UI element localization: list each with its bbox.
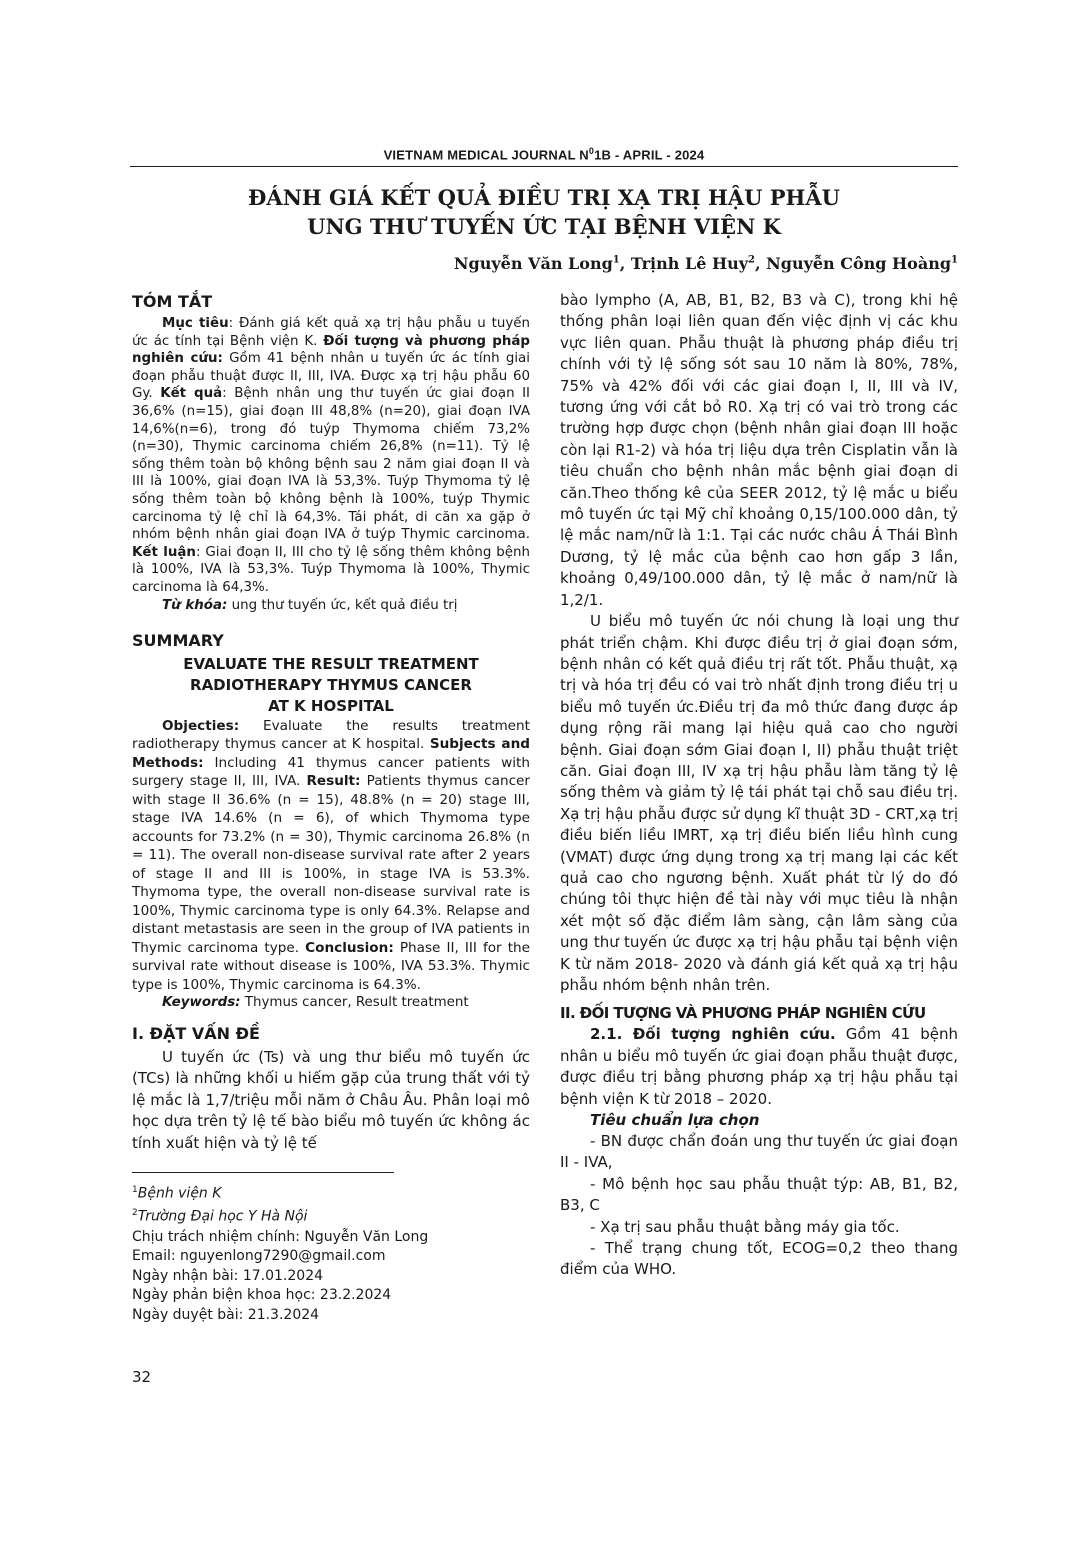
section1-paragraph-1: U tuyến ức (Ts) và ung thư biểu mô tuyến ức (TCs) là những khối u hiếm gặp của trung thất với tỷ lệ mắc là 1,7/triệu mỗi năm ở Châu Âu. Phân loại mô học dựa trên tỷ lệ tế bào biểu mô tuyến ức không ác tính xuất hiện và tỷ lệ tế [132, 1048, 530, 1152]
keywords-text: Thymus cancer, Result treatment [240, 995, 469, 1010]
journal-name-post: 1B - APRIL - 2024 [594, 147, 705, 163]
footnote-responsible: Chịu trách nhiệm chính: Nguyễn Văn Long [132, 1228, 429, 1245]
section1-paragraph-2: U biểu mô tuyến ức nói chung là loại ung thư phát triển chậm. Khi được điều trị ở giai đoạn sớm, bệnh nhân có kết quả điều trị rất tốt. Phẫu thuật, xạ trị và hóa trị đều có vai trò nhất định trong điều trị u biểu mô tuyến ức.Điều trị đa mô thức đang được áp dụng rộng rãi mang lại hiệu quả cao cho người bệnh. Giai đoạn sớm Giai đoạn I, II) phẫu thuật triệt căn. Giai đoạn III, IV xạ trị hậu phẫu làm tăng tỷ lệ sống thêm và giảm tỷ lệ tái phát tại chỗ sau điều trị. Xạ trị hậu phẫu được sử dụng kĩ thuật 3D - CRT,xạ trị điều biến liều IMRT, xạ trị điều biến liều hình cung (VMAT) được ứng dụng trong xạ trị mang lại các kết quả cao cho ngương bệnh. Xuất phát từ lý do đó chúng tôi thực hiện đề tài này với mục tiêu là nhận xét một số đặc điểm lâm sàng, cận lâm sàng của ung thư tuyến ức được xạ trị hậu phẫu tại bệnh viện K từ năm 2018- 2020 và đánh giá kết quả xạ trị hậu phẫu nhóm bệnh nhân trên. [560, 612, 959, 994]
author-2: Trịnh Lê Huy [630, 254, 749, 273]
keywords-label: Keywords: [162, 995, 241, 1010]
ketluan-text: : Giai đoạn II, III cho tỷ lệ sống thêm không bệnh là 100%, IVA là 53,3%. Tuýp Thymoma là 100%, Thymic carcinoma là 64,3%. [132, 544, 530, 595]
conclusion-text: Phase II, III for the survival rate without disease is 100%, IVA 53.3%. Thymic type is 100%, Thymic carcinoma is 64.3%. [132, 939, 530, 993]
summary-title-line-1: EVALUATE THE RESULT TREATMENT [183, 654, 479, 673]
section2-sub-label: 2.1. Đối tượng nghiên cứu. [590, 1025, 836, 1044]
footnote-email: Email: nguyenlong7290@gmail.com [132, 1248, 386, 1265]
section1-paragraph-1-continued: bào lympho (A, AB, B1, B2, B3 và C), trong khi hệ thống phân loại liên quan đến việc định vị các khu vực liên quan. Phẫu thuật là phương pháp điều trị chính với tỷ lệ sống sót sau 10 năm là 80%, 78%, 75% và 42% đối với các giai đoạn I, II, III và IV, tương ứng với cắt bỏ R0. Xạ trị có vai trò trong các trường hợp được chọn (bệnh nhân giai đoạn III hoặc còn lại R1-2) và hóa trị liệu dựa trên Cisplatin vẫn là tiêu chuẩn cho bệnh nhân mắc bệnh giai đoạn di căn.Theo thống kê của SEER 2012, tỷ lệ mắc u biểu mô tuyến ức tại Mỹ chỉ khoảng 0,15/100.000 dân, tỷ lệ mắc nam/nữ là 1:1. Tại các nước châu Á Thái Bình Dương, tỷ lệ mắc của bệnh cao hơn gấp 3 lần, khoảng 0,49/100.000 dân, tỷ lệ mắc ở nam/nữ là 1,2/1. [560, 291, 958, 609]
criteria-item-2: - Mô bệnh học sau phẫu thuật týp: AB, B1, B2, B3, C [560, 1174, 958, 1215]
section2-heading: II. ĐỐI TƯỢNG VÀ PHƯƠNG PHÁP NGHIÊN CỨU [560, 1004, 926, 1023]
article-title [130, 183, 958, 241]
summary-title-line-2: RADIOTHERAPY THYMUS CANCER [190, 675, 472, 694]
footnote-reviewed: Ngày phản biện khoa học: 23.2.2024 [132, 1287, 392, 1304]
title-line-2: UNG THƯ TUYẾN ỨC TẠI BỆNH VIỆN K [307, 214, 781, 239]
tomtat-heading: TÓM TẮT [132, 292, 213, 311]
journal-name-pre: VIETNAM MEDICAL JOURNAL N [383, 147, 589, 163]
title-line-1: ĐÁNH GIÁ KẾT QUẢ ĐIỀU TRỊ XẠ TRỊ HẬU PHẪU [248, 185, 840, 210]
criteria-item-3: - Xạ trị sau phẫu thuật bằng máy gia tốc. [590, 1217, 900, 1236]
left-column [132, 290, 530, 1326]
author-1-affil: 1 [612, 254, 620, 266]
author-list: Nguyễn Văn Long$^1$, Trịnh Lê Huy$^2$, Nguyễn Công Hoàng$^1$ [453, 254, 958, 273]
doituong-label: Đối tượng và phương pháp nghiên cứu: [132, 333, 531, 367]
result-label: Result: [306, 773, 361, 789]
doituong-text: Gồm 41 bệnh nhân u tuyến ức ác tính giai đoạn phẫu thuật được II, III, IVA. Được xạ trị hậu phẫu 60 Gy. [132, 351, 530, 402]
objecties-label: Objecties: [162, 717, 240, 734]
footnote-2-sup: 2 [132, 1208, 138, 1219]
author-2-affil: 2 [748, 254, 755, 266]
section1-heading: I. ĐẶT VẤN ĐỀ [132, 1024, 260, 1043]
page-number: 32 [132, 1368, 152, 1386]
footnote-affiliation-1 [132, 1181, 530, 1204]
tomtat-abstract [132, 315, 530, 597]
criteria-item-4: - Thể trạng chung tốt, ECOG=0,2 theo thang điểm của WHO. [560, 1239, 958, 1279]
journal-header [130, 146, 958, 167]
result-text: Patients thymus cancer with stage II 36.6% (n = 15), 48.8% (n = 20) stage III, stage IVA 14.6% (n = 6), of which Thymoma type accounts for 73.2% (n = 30), Thymic carcinoma 26.8% (n = 11). The overall non-disease survival rate after 2 years of stage II and III is 100%, in stage IVA is 53.3%. Thymoma type, the overall non-disease survival rate is 100%, Thymic carcinoma type is only 64.3%. Relapse and distant metastasis are seen in the group of IVA patients in Thymic carcinoma type. [132, 773, 530, 956]
section2-subsection-1 [560, 1024, 958, 1110]
footnote-1-text: Bệnh viện K [137, 1185, 222, 1202]
author-3-affil: 1 [951, 254, 958, 266]
footnote-1-sup: 1 [132, 1185, 138, 1196]
muctieu-text: : Đánh giá kết quả xạ trị hậu phẫu u tuyến ức ác tính tại Bệnh viện K. [132, 316, 530, 349]
author-1: Nguyễn Văn Long [453, 254, 613, 273]
objecties-text: Evaluate the results treatment radiotherapy thymus cancer at K hospital. [132, 717, 530, 752]
subjects-label: Subjects and Methods: [132, 736, 531, 771]
conclusion-label: Conclusion: [305, 939, 394, 956]
tukhoa-line [132, 597, 530, 615]
summary-title [132, 654, 530, 717]
summary-heading: SUMMARY [132, 630, 224, 650]
tukhoa-text: ung thư tuyến ức, kết quả điều trị [227, 597, 458, 613]
footnote-received: Ngày nhận bài: 17.01.2024 [132, 1267, 324, 1284]
subjects-text: Including 41 thymus cancer patients with surgery stage II, III, IVA. [132, 754, 530, 789]
right-column [560, 290, 958, 1281]
keywords-line [132, 994, 530, 1012]
tukhoa-label: Từ khóa: [162, 597, 228, 613]
section2-sub-text: Gồm 41 bệnh nhân u biểu mô tuyến ức giai đoạn phẫu thuật được, được điều trị bằng phương pháp xạ trị hậu phẫu tại bệnh viện K từ 2018 – 2020. [560, 1025, 958, 1108]
summary-title-line-3: AT K HOSPITAL [268, 696, 394, 715]
muctieu-label: Mục tiêu [162, 316, 229, 331]
ketluan-label: Kết luận [132, 544, 196, 560]
footnote-divider [132, 1172, 394, 1173]
footnote-2-text: Trường Đại học Y Hà Nội [137, 1208, 308, 1225]
author-3: Nguyễn Công Hoàng [766, 254, 952, 273]
ketqua-text: : Bệnh nhân ung thư tuyến ức giai đoạn II 36,6% (n=15), giai đoạn III 48,8% (n=20), giai đoạn IVA 14,6%(n=6), trong đó tuýp Thymoma chiếm 73,2% (n=30), Thymic carcinoma chiếm 26,8% (n=11). Tỷ lệ sống thêm toàn bộ không bệnh sau 2 năm giai đoạn II và III là 100%, giai đoạn IVA là 53,3%. Tuýp Thymoma tỷ lệ sống thêm toàn bộ không bệnh là 100%, tuýp Thymic carcinoma tỷ lệ chỉ là 64,3%. Tái phát, di căn xa gặp ở nhóm bệnh nhân giai đoạn IVA ở tuýp Thymic carcinoma. [132, 386, 531, 543]
footnotes [132, 1181, 530, 1325]
criteria-item-1: - BN được chẩn đoán ung thư tuyến ức giai đoạn II - IVA, [560, 1132, 958, 1172]
summary-abstract [132, 717, 530, 995]
footnote-affiliation-2 [132, 1204, 530, 1227]
criteria-heading: Tiêu chuẩn lựa chọn [590, 1111, 760, 1130]
ketqua-label: Kết quả [160, 386, 223, 402]
footnote-approved: Ngày duyệt bài: 21.3.2024 [132, 1306, 320, 1323]
journal-name-sup: 0 [588, 146, 595, 156]
